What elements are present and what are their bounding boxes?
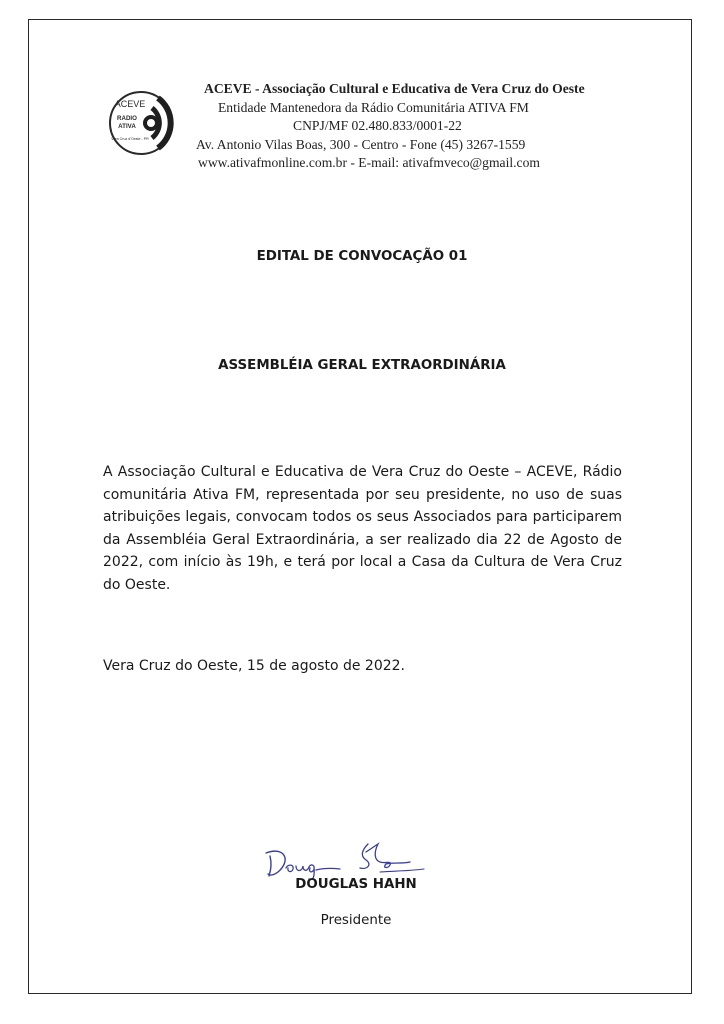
organization-name: ACEVE - Associação Cultural e Educativa de Vera Cruz do Oeste — [204, 81, 585, 96]
handwritten-signature — [262, 838, 432, 880]
place-date: Vera Cruz do Oeste, 15 de agosto de 2022. — [103, 658, 405, 674]
signer-name: DOUGLAS HAHN — [295, 877, 417, 892]
address-line: Av. Antonio Vilas Boas, 300 - Centro - Fone (45) 3267-1559 — [196, 136, 526, 152]
logo-bottom-text: Vera Cruz d'Oeste - PR — [111, 137, 149, 141]
body-paragraph: A Associação Cultural e Educativa de Vera Cruz do Oeste – ACEVE, Rádio comunitária Ativa FM, representada por seu presidente, no uso de suas atribuições legais, convocam todos os seus Associados para participarem da Assembléia Geral Extraordinária, a ser realizado dia 22 de Agosto de 2022, com início às 19h, e terá por local a Casa da Cultura de Vera Cruz do Oeste. — [103, 464, 622, 593]
logo-top-text: ACEVE — [114, 99, 146, 109]
logo-mid-text-2: ATIVA — [118, 123, 136, 130]
document-subtitle: ASSEMBLÉIA GERAL EXTRAORDINÁRIA — [218, 358, 506, 373]
cnpj-line: CNPJ/MF 02.480.833/0001-22 — [293, 118, 462, 133]
radio-ativa-logo-icon — [108, 84, 186, 162]
signer-role: Presidente — [320, 913, 392, 928]
logo-mid-text-1: RADIO — [117, 115, 137, 122]
contact-line: www.ativafmonline.com.br - E-mail: ativafmveco@gmail.com — [198, 155, 540, 170]
entity-line: Entidade Mantenedora da Rádio Comunitária ATIVA FM — [218, 99, 529, 115]
letterhead — [196, 80, 636, 173]
document-title: EDITAL DE CONVOCAÇÃO 01 — [256, 249, 468, 264]
